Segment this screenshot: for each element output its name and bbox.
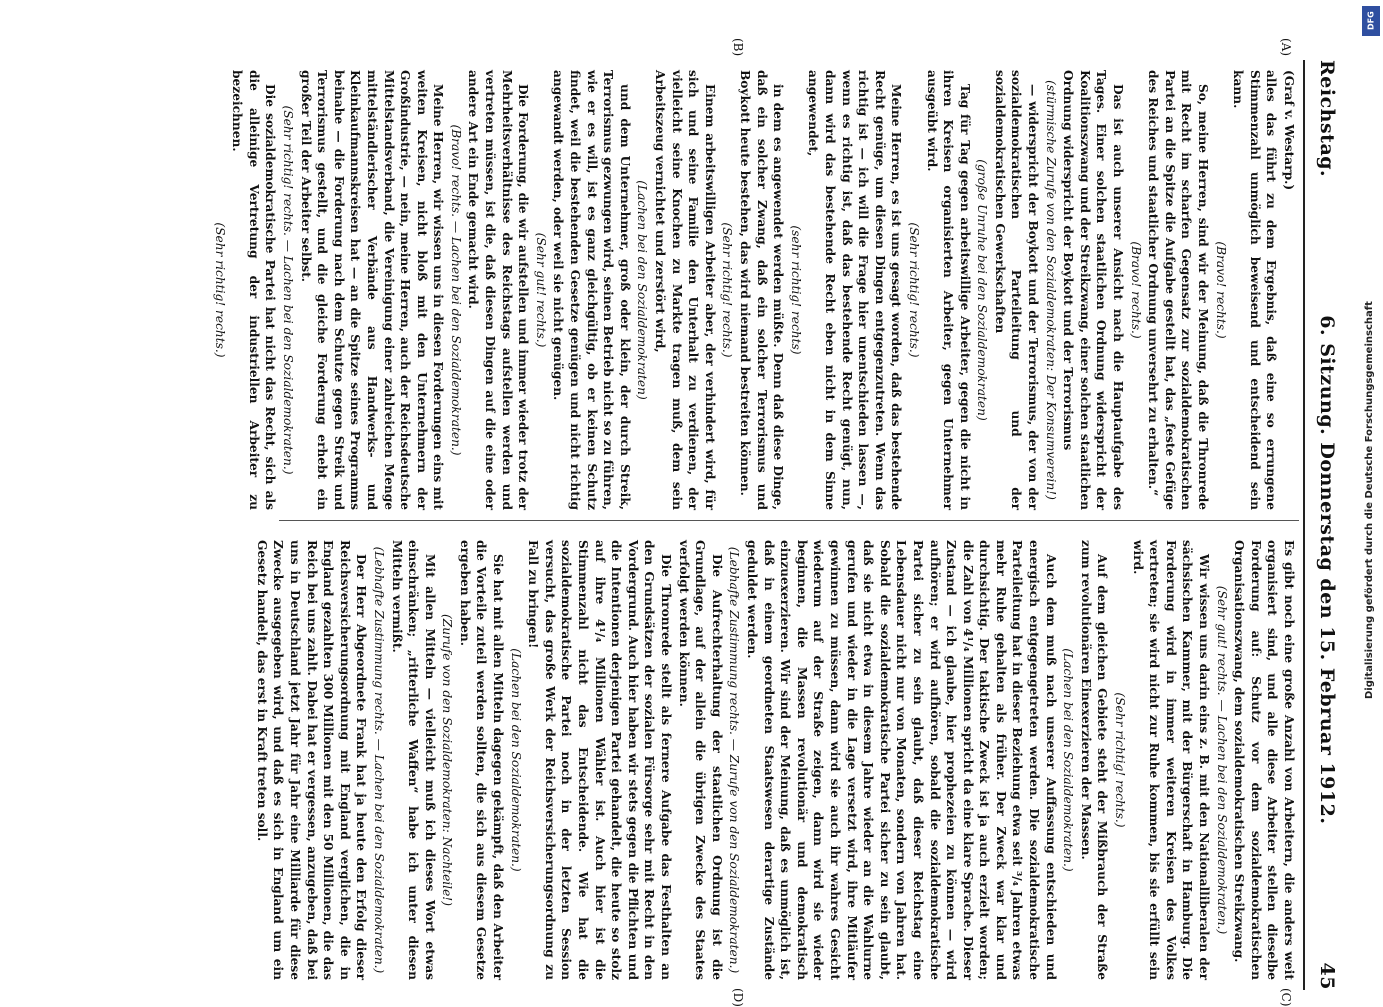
paragraph: Meine Herren, wir wissen uns in diesen Forderungen eins mit weiten Kreisen, nicht bloß mit den Unternehmern der Großindustrie, — nein, meine Herren, auch der Reichsdeutsche Mittelstandsverband, die Vereinigung einer zahlreichen Menge mittelständlerischer Verbände aus Handwerks- und Kleinkaufmannskreisen hat — an die Spitze seines Programms beinahe — die Forderung nach dem Schutze gegen Streik und Terrorismus gestellt, und die gleiche Forderung erhebt ein großer Teil der Arbeiter selbst. <box>298 70 446 510</box>
page-header <box>1307 60 1347 990</box>
interjection: (Sehr richtig! rechts.) <box>212 222 227 358</box>
header-session-date: 6. Sitzung. Donnerstag den 15. Februar 1912. <box>1316 315 1338 825</box>
paragraph: Meine Herren, es ist uns gesagt worden, daß das bestehende Recht genüge, um diesen Dingen entgegenzutreten. Wenn das richtig ist — ich will die Frage hier unentschieden lassen —, wenn es richtig ist, daß das bestehende Recht genügt, nun, dann wird das bestehende Recht eben nicht in dem Sinne angewendet, <box>806 70 904 510</box>
scanned-page <box>25 0 1355 1007</box>
interjection: (Bravo! rechts. — Lachen bei den Sozialdemokraten.) <box>448 124 463 456</box>
paragraph: in dem es angewendet werden müßte. Denn daß diese Dinge, daß ein solcher Zwang, daß ein solcher Terrorismus und Boykott heute bestehen, das wird niemand bestreiten können. <box>738 70 786 510</box>
interjection: (Sehr richtig! rechts. — Lachen bei den Sozialdemokraten.) <box>280 105 295 475</box>
paragraph: Auf dem gleichen Gebiete steht der Mißbrauch der Straße zum revolutionären Einexerzieren der Massen. <box>1078 540 1110 980</box>
interjection: (Sehr richtig! rechts.) <box>1113 692 1128 828</box>
column-divider <box>279 520 1299 521</box>
dfg-logo: DFG <box>1362 6 1380 36</box>
interjection: (große Unruhe bei den Sozialdemokraten) <box>975 159 990 421</box>
header-rule <box>1303 60 1305 990</box>
paragraph: und dem Unternehmer, groß oder klein, der durch Streik, Terrorismus gezwungen wird, seinen Betrieb nicht so zu führen, wie er es will, ist es ganz gleichgültig, ob er keinen Schutz findet, weil die bestehenden Gesetze genügen und nicht richtig angewandt werden, oder weil sie nicht genügen. <box>551 70 632 510</box>
header-reichstag: Reichstag. <box>1316 60 1338 178</box>
interjection: (Sehr richtig! rechts.) <box>906 222 921 358</box>
paragraph: Auch dem muß nach unserer Auffassung entschieden und energisch entgegengetreten werden. Die sozialdemokratische Parteileitung hat in dieser Beziehung etwa seit ³/₄ Jahren etwas mehr Ruhe gehalten als früher. Der Zweck war klar und durchsichtig. Der taktische Zweck ist ja auch erzielt worden; die Zahl von 4¹/₄ Millionen spricht da eine klare Sprache. Dieser Zustand — ich glaube, hier prophezeien zu können — wird aufhören; er wird aufhören, sobald die sozialdemokratische Partei sicher zu sein glaubt, daß dieser Reichstag eine Lebensdauer nicht nur von Monaten, sondern von Jahren hat. Sobald die sozialdemokratische Partei sicher zu sein glaubt, daß sie nicht etwa in diesem Jahre wieder an die Wahlurne gerufen und wieder in die Lage versetzt wird, ihre Mitläufer gewinnen zu müssen, dann wird sie auch ihr wahres Gesicht wiederum auf der Straße zeigen, dann wird sie wieder beginnen, die Massen revolutionär und demokratisch einzuexerzieren. Wir sind der Meinung, daß es unmöglich ist, daß in einem geordneten Staatswesen derartige Zustände geduldet werden. <box>745 540 1058 980</box>
interjection: (Zurufe von den Sozialdemokraten: Nachteile!) <box>440 614 455 906</box>
paragraph: Einem arbeitswilligen Arbeiter aber, der verhindert wird, für sich und seine Familie den Unterhalt zu verdienen, der vielleicht seine Knochen zu Markte tragen muß, dem sein Arbeitszeug vernichtet und zerstört wird, <box>653 70 717 510</box>
paragraph: Tag für Tag gegen arbeitswillige Arbeiter, gegen die nicht in ihren Kreisen organisierten Arbeiter, gegen Unternehmer ausgeübt wird. <box>924 70 972 510</box>
paragraph: Der Herr Abgeordnete Frank hat ja heute den Erfolg dieser Reichsversicherungsordnung mit England verglichen, die in England gezahlten 300 Millionen mit den 50 Millionen, die das Reich bei uns zahlt. Dabei hat er vergessen, anzugeben, daß bei uns in Deutschland jetzt Jahr für Jahr eine Milliarde für diese Zwecke ausgegeben wird, und daß es sich in England um ein Gesetz handelt, das erst in Kraft treten soll. <box>254 540 369 980</box>
margin-mark-d: (D) <box>731 988 745 1007</box>
paragraph: Wir wissen uns darin eins z. B. mit den Nationalliberalen der sächsischen Kammer, mit der Bürgerschaft in Hamburg. Die Forderung wird in immer weiteren Kreisen des Volkes vertreten; sie wird nicht zur Ruhe kommen, bis sie erfüllt sein wird. <box>1130 540 1212 980</box>
interjection: (sehr richtig! rechts) <box>788 225 803 355</box>
interjection: (Lachen bei den Sozialdemokraten.) <box>1061 648 1076 872</box>
paragraph: alles das führt zu dem Ergebnis, daß eine so errungene Stimmenzahl unmöglich beweisend und entscheidend sein kann. <box>1231 70 1279 510</box>
paragraph: Die sozialdemokratische Partei hat nicht das Recht, sich als die alleinige Vertretung der industriellen Arbeiter zu bezeichnen. <box>230 70 278 510</box>
paragraph: Das ist auch unserer Ansicht nach die Hauptaufgabe des Tages. Einer solchen staatlichen Ordnung widerspricht der Koalitionszwang und der Streikzwang, einer solchen staatlichen Ordnung widerspricht der Boykott und der Terrorismus <box>1061 70 1126 510</box>
right-column <box>247 540 1297 980</box>
paragraph: — widerspricht der Boykott und der Terrorismus, der von der sozialdemokratischen Parteileitung und der sozialdemokratischen Gewerkschaften <box>992 70 1041 510</box>
paragraph: Mit allen Mitteln — vielleicht muß ich dieses Wort etwas einschränken; „ritterliche Waffen“ habe ich unter diesen Mitteln vermißt. <box>389 540 437 980</box>
interjection: (Sehr richtig! rechts.) <box>720 222 735 358</box>
page-number: 45 <box>1316 962 1338 990</box>
interjection: (Lachen bei den Sozialdemokraten) <box>635 180 650 400</box>
interjection: (Lebhafte Zustimmung rechts. — Zurufe von den Sozialdemokraten.) <box>727 546 742 974</box>
paragraph: Sie hat mit allen Mitteln dagegen gekämpft, daß den Arbeiter die Vorteile zuteil werden sollten, die sich aus diesem Gesetze ergeben haben. <box>457 540 506 980</box>
paragraph: So, meine Herren, sind wir der Meinung, daß die Thronrede mit Recht im scharfen Gegensatz zur sozialdemokratischen Partei an die Spitze die Aufgabe gestellt hat, das „feste Gefüge des Reiches und staatlicher Ordnung unversehrt zu erhalten.“ <box>1146 70 1211 510</box>
interjection: (Sehr gut! rechts.) <box>533 232 548 348</box>
margin-mark-a: (A) <box>1279 38 1293 57</box>
margin-mark-b: (B) <box>731 38 745 57</box>
interjection: (Lebhafte Zustimmung rechts. — Lachen bei den Sozialdemokraten.) <box>371 546 386 974</box>
paragraph: Es gibt noch eine große Anzahl von Arbeitern, die anders weit organisiert sind, und alle diese Arbeiter stellen dieselbe Forderung auf: Schutz vor dem sozialdemokratischen Organisationszwang, dem sozialdemokratischen Streikzwang. <box>1232 540 1296 980</box>
interjection: (stürmische Zurufe von den Sozialdemokraten: Der Konsumverein!) <box>1043 80 1058 500</box>
paragraph: (Graf v. Westarp.) <box>1282 70 1296 191</box>
left-column <box>212 70 1297 510</box>
interjection: (Lachen bei den Sozialdemokraten.) <box>508 648 523 872</box>
margin-mark-c: (C) <box>1279 988 1293 1007</box>
interjection: (Sehr gut! rechts. — Lachen bei den Sozialdemokraten.) <box>1214 585 1229 935</box>
interjection: (Bravo! rechts.) <box>1128 241 1143 339</box>
paragraph: Die Thronrede stellt als fernere Aufgabe das Festhalten an den Grundsätzen der sozialen Fürsorge sehr mit Recht in den Vordergrund. Auch hier haben wir stets gegen die Pflichten und die Intentionen derjenigen Partei gehandelt, die heute so stolz auf ihre 4¹/₄ Millionen Wähler ist. Auch hier ist die Stimmenzahl nicht das Entscheidende. Wie hat die sozialdemokratische Partei noch in der letzten Session versucht, das große Werk der Reichsversicherungsordnung zu Fall zu bringen! <box>526 540 674 980</box>
paragraph: Die Aufrechterhaltung der staatlichen Ordnung ist die Grundlage, auf der allein die übrigen Zwecke des Staates verfolgt werden können. <box>676 540 724 980</box>
digitization-credit: Digitalisierung gefördert durch die Deutsche Forschungsgemeinschaft <box>1364 301 1375 699</box>
paragraph: Die Forderung, die wir aufstellen und immer wieder trotz der Mehrheitsverhältnisse des Reichstags aufstellen werden und vertreten müssen, ist die, daß diesen Dingen auf die eine oder andere Art ein Ende gemacht wird. <box>466 70 531 510</box>
interjection: (Bravo! rechts.) <box>1213 241 1228 339</box>
